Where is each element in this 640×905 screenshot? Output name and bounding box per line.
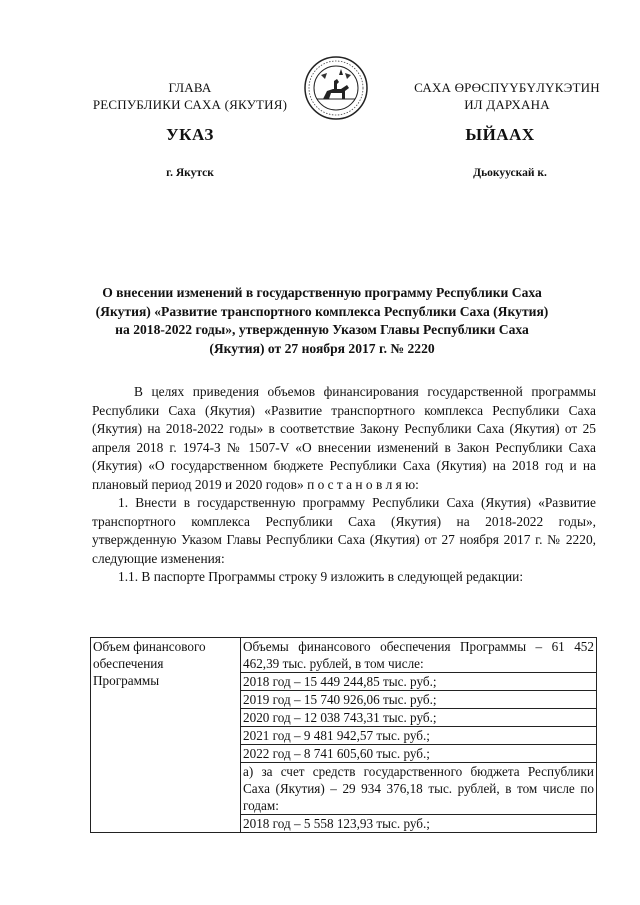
sub-a-2018: 2018 год – 5 558 123,93 тыс. руб.; bbox=[243, 816, 430, 831]
item-1: 1. Внести в государственную программу Республики Саха (Якутия) «Развитие транспортного комплекса Республики Саха (Якутия) на 2018-2022 годы», утвержденную Указом Главы Республики Саха (Якутия) от 27 ноября 2017 г. № 2220, следующие изменения: bbox=[92, 495, 596, 566]
ukaz-ru: УКАЗ bbox=[166, 125, 214, 144]
sub-a-text: а) за счет средств государственного бюджета Республики Саха (Якутия) – 29 934 376,18 тыс. рублей, в том числе по годам: bbox=[243, 764, 594, 813]
city-sah: Дьокуускай к. bbox=[473, 167, 547, 179]
financing-table bbox=[90, 637, 597, 833]
year-2019: 2019 год – 15 740 926,06 тыс. руб.; bbox=[241, 691, 596, 709]
table-label-cell bbox=[91, 638, 241, 833]
table-content-cell bbox=[241, 638, 597, 833]
decree-word: п о с т а н о в л я ю: bbox=[307, 476, 419, 492]
table-row bbox=[91, 638, 597, 833]
header-left bbox=[60, 79, 320, 113]
header-left-line1: ГЛАВА bbox=[168, 80, 212, 95]
header-left-line2: РЕСПУБЛИКИ САХА (ЯКУТИЯ) bbox=[92, 97, 288, 112]
item-1-1: 1.1. В паспорте Программы строку 9 изложить в следующей редакции: bbox=[118, 569, 524, 584]
year-2022: 2022 год – 8 741 605,60 тыс. руб.; bbox=[241, 745, 596, 763]
preamble-paragraph bbox=[92, 383, 596, 494]
document-body bbox=[92, 383, 596, 587]
city-ru: г. Якутск bbox=[166, 167, 214, 179]
table-total: Объемы финансового обеспечения Программы – 61 452 462,39 тыс. рублей, в том числе: bbox=[243, 639, 594, 671]
document-title: О внесении изменений в государственную программу Республики Саха (Якутия) «Развитие транспортного комплекса Республики Саха (Якутия) на 2018-2022 годы», утвержденную Указом Главы Республики Саха (Якутия) от 27 ноября 2017 г. № 2220 bbox=[95, 285, 549, 356]
header-right bbox=[382, 79, 632, 113]
year-2020: 2020 год – 12 038 743,31 тыс. руб.; bbox=[241, 709, 596, 727]
table-label: Объем финансового обеспечения Программы bbox=[93, 639, 206, 688]
preamble-text: В целях приведения объемов финансирования государственной программы Республики Саха (Якутия) «Развитие транспортного комплекса Республики Саха (Якутия) на 2018-2022 годы» в соответствие Закону Республики Саха (Якутия) от 25 апреля 2018 г. 1974-З № 1507-V «О внесении изменений в Закон Республики Саха (Якутия) «О государственном бюджете Республики Саха (Якутия) на 2018 год и на плановый период 2019 и 2020 годов» bbox=[92, 384, 596, 492]
year-2021: 2021 год – 9 481 942,57 тыс. руб.; bbox=[241, 727, 596, 745]
ukaz-sah: ЫЙААХ bbox=[465, 125, 535, 144]
header-right-line2: ИЛ ДАРХАНА bbox=[464, 97, 550, 112]
coat-of-arms-emblem bbox=[303, 55, 369, 121]
header-right-line1: САХА ӨРӨСПҮҮБҮЛҮКЭТИН bbox=[414, 80, 600, 95]
year-2018: 2018 год – 15 449 244,85 тыс. руб.; bbox=[241, 673, 596, 691]
